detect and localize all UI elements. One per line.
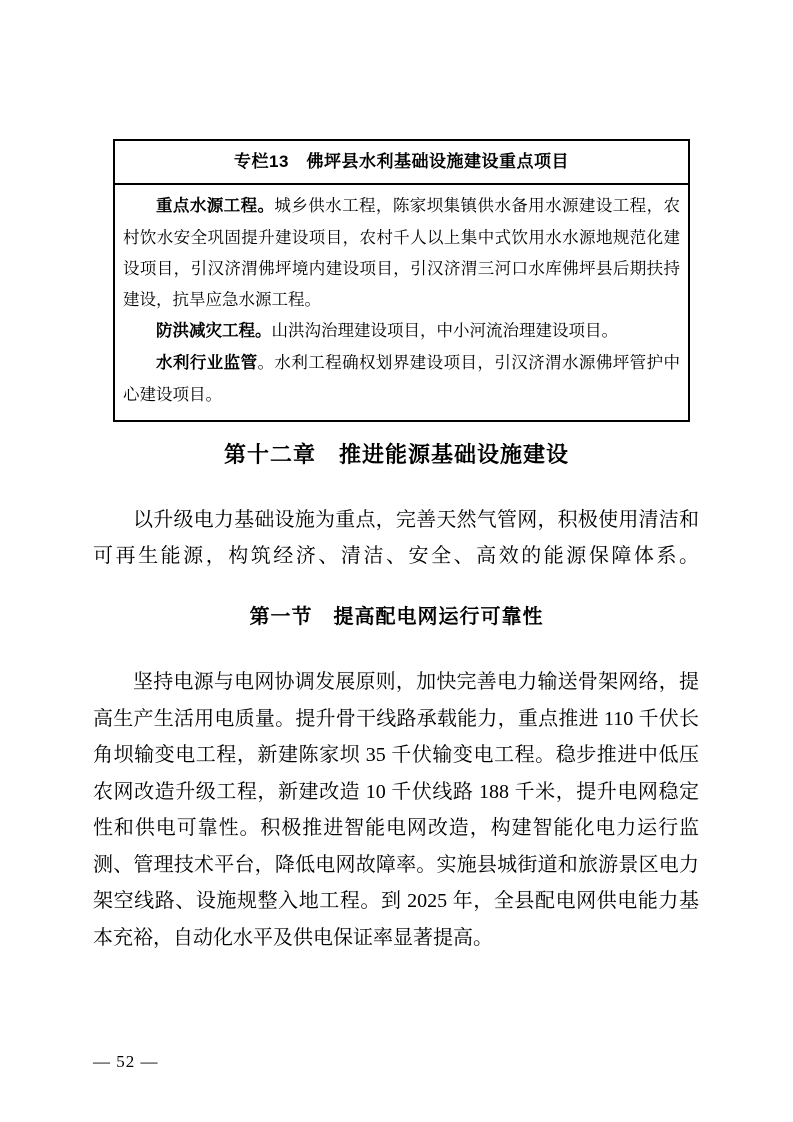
panel-box: [113, 139, 690, 422]
panel-body: [115, 185, 688, 420]
page-number: — 52 —: [93, 1052, 159, 1071]
panel-title: 专栏13 佛坪县水利基础设施建设重点项目: [115, 141, 688, 185]
panel-item-lead: 防洪减灾工程。: [156, 322, 272, 340]
intro-paragraph: 以升级电力基础设施为重点，完善天然气管网，积极使用清洁和可再生能源，构筑经济、清洁、安全、高效的能源保障体系。: [93, 509, 699, 567]
panel-item-text: 山洪沟治理建设项目，中小河流治理建设项目。: [271, 321, 618, 340]
body-paragraph: 坚持电源与电网协调发展原则，加快完善电力输送骨架网络，提高生产生活用电质量。提升骨干线路承载能力，重点推进 110 千伏长角坝输变电工程，新建陈家坝 35 千伏输变电工程。稳步推进中低压农网改造升级工程，新建改造 10 千伏线路 188 千米，提升电网稳定性和供电可靠性。积极推进智能电网改造，构建智能化电力运行监测、管理技术平台，降低电网故障率。实施县城街道和旅游景区电力架空线路、设施规整入地工程。到 2025 年，全县配电网供电能力基本充裕，自动化水平及供电保证率显著提高。: [93, 671, 699, 949]
panel-item-text: 。水利工程确权划界建设项目，引汉济渭水源佛坪管护中心建设项目。: [123, 353, 681, 404]
panel-item-flood-control: [123, 315, 680, 347]
chapter-heading: 第十二章 推进能源基础设施建设: [223, 442, 569, 467]
section-heading: 第一节 提高配电网运行可靠性: [249, 606, 544, 628]
panel-item-key-water-projects: [123, 190, 680, 315]
panel-item-text: 城乡供水工程，陈家坝集镇供水备用水源建设工程，农村饮水安全巩固提升建设项目，农村千人以上集中式饮用水水源地规范化建设项目，引汉济渭佛坪境内建设项目，引汉济渭三河口水库佛坪县后期扶持建设，抗旱应急水源工程。: [123, 196, 681, 309]
panel-item-lead: 水利行业监管: [156, 354, 258, 372]
panel-item-lead: 重点水源工程。: [156, 197, 275, 215]
panel-item-industry-supervision: [123, 347, 680, 410]
